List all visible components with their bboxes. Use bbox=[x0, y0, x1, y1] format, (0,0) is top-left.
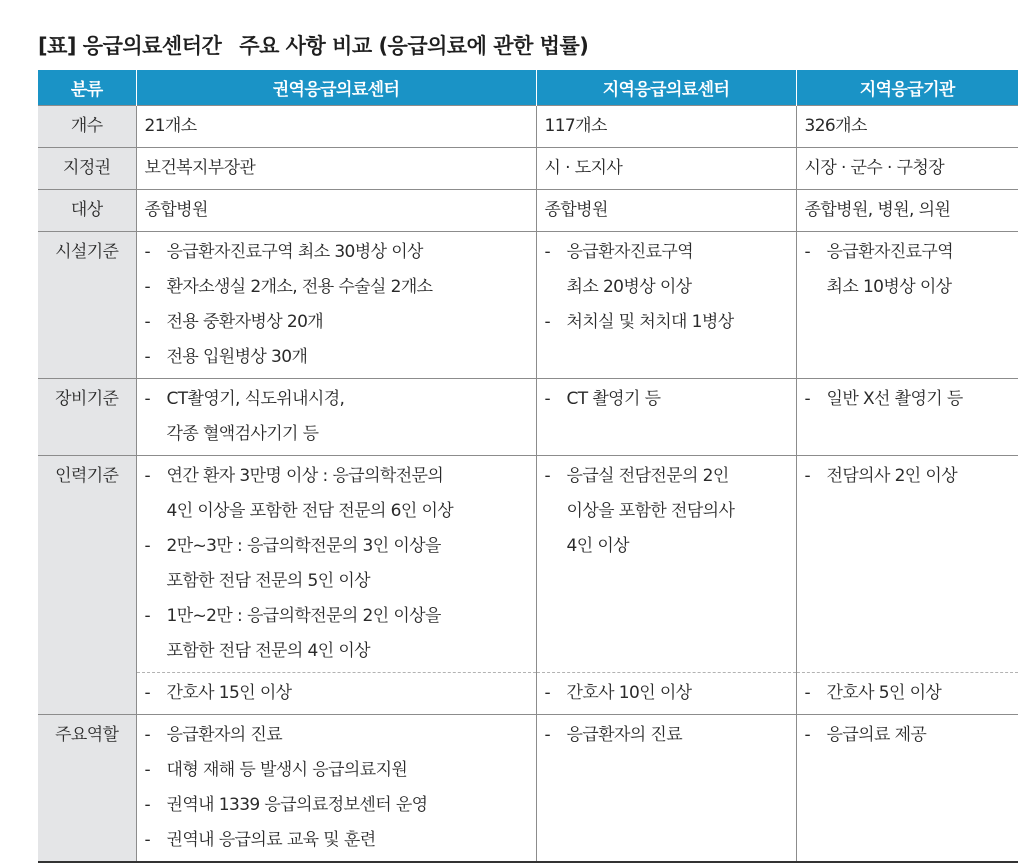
bullet-line: 응급의료 제공 bbox=[826, 725, 927, 745]
cell bbox=[136, 715, 536, 863]
bullet-text bbox=[827, 382, 1011, 417]
table-caption bbox=[38, 30, 588, 60]
bullet-line: 응급실 전담전문의 2인 bbox=[566, 466, 729, 486]
bullet-text bbox=[567, 382, 788, 417]
bullet-line: 간호사 5인 이상 bbox=[826, 683, 942, 703]
header-local-institution: 지역응급기관 bbox=[796, 70, 1018, 106]
bullet-mark: - bbox=[544, 242, 551, 262]
row-staffing bbox=[38, 456, 1018, 673]
cell: 종합병원 bbox=[136, 190, 536, 232]
bullet-text bbox=[167, 529, 528, 599]
row-staffing-nurses bbox=[38, 673, 1018, 715]
bullet-item bbox=[145, 305, 528, 340]
cell bbox=[136, 232, 536, 379]
bullet-item bbox=[545, 235, 788, 305]
bullet-item bbox=[545, 676, 788, 711]
comparison-table bbox=[38, 70, 1018, 863]
bullet-text bbox=[567, 459, 788, 564]
bullet-line: 최소 20병상 이상 bbox=[566, 277, 692, 297]
cell: 117개소 bbox=[536, 106, 796, 148]
bullet-text bbox=[827, 235, 1011, 305]
bullet-item bbox=[145, 599, 528, 669]
cell: 종합병원 bbox=[536, 190, 796, 232]
bullet-item bbox=[145, 459, 528, 529]
bullet-mark: - bbox=[804, 466, 811, 486]
bullet-mark: - bbox=[544, 312, 551, 332]
bullet-line: 최소 10병상 이상 bbox=[826, 277, 952, 297]
header-local-center: 지역응급의료센터 bbox=[536, 70, 796, 106]
bullet-mark: - bbox=[544, 683, 551, 703]
bullet-item bbox=[145, 753, 528, 788]
cell bbox=[136, 456, 536, 673]
bullet-item bbox=[545, 305, 788, 340]
bullet-line: 권역내 응급의료 교육 및 훈련 bbox=[166, 830, 376, 850]
bullet-line: 포함한 전담 전문의 4인 이상 bbox=[166, 641, 370, 661]
bullet-mark: - bbox=[804, 389, 811, 409]
row-role bbox=[38, 715, 1018, 863]
bullet-mark: - bbox=[144, 760, 151, 780]
bullet-text bbox=[167, 459, 528, 529]
bullet-mark: - bbox=[804, 683, 811, 703]
bullet-line: 4인 이상 bbox=[566, 536, 629, 556]
bullet-text bbox=[167, 340, 528, 375]
bullet-line: 각종 혈액검사기기 등 bbox=[166, 424, 319, 444]
bullet-mark: - bbox=[544, 725, 551, 745]
bullet-text bbox=[167, 788, 528, 823]
row-label: 대상 bbox=[38, 190, 136, 232]
bullet-text bbox=[167, 235, 528, 270]
bullet-line: 간호사 10인 이상 bbox=[566, 683, 692, 703]
bullet-mark: - bbox=[144, 389, 151, 409]
cell: 21개소 bbox=[136, 106, 536, 148]
bullet-mark: - bbox=[544, 466, 551, 486]
bullet-mark: - bbox=[144, 683, 151, 703]
row-designator bbox=[38, 148, 1018, 190]
bullet-text bbox=[827, 459, 1011, 494]
bullet-mark: - bbox=[804, 725, 811, 745]
bullet-mark: - bbox=[144, 536, 151, 556]
bullet-line: CT 촬영기 등 bbox=[566, 389, 661, 409]
cell bbox=[536, 232, 796, 379]
bullet-text bbox=[827, 676, 1011, 711]
bullet-item bbox=[145, 823, 528, 858]
bullet-item bbox=[145, 718, 528, 753]
bullet-item bbox=[805, 718, 1011, 753]
row-target bbox=[38, 190, 1018, 232]
bullet-mark: - bbox=[144, 242, 151, 262]
caption-main: 주요 사항 비교 (응급의료에 관한 법률) bbox=[239, 34, 589, 58]
header-category: 분류 bbox=[38, 70, 136, 106]
bullet-item bbox=[145, 529, 528, 599]
row-label: 지정권 bbox=[38, 148, 136, 190]
cell bbox=[136, 673, 536, 715]
bullet-text bbox=[567, 676, 788, 711]
row-facility bbox=[38, 232, 1018, 379]
bullet-line: 권역내 1339 응급의료정보센터 운영 bbox=[166, 795, 428, 815]
bullet-line: 전용 중환자병상 20개 bbox=[166, 312, 324, 332]
cell bbox=[796, 715, 1018, 863]
row-count bbox=[38, 106, 1018, 148]
bullet-text bbox=[567, 718, 788, 753]
cell bbox=[536, 673, 796, 715]
bullet-line: 전용 입원병상 30개 bbox=[166, 347, 308, 367]
bullet-line: 간호사 15인 이상 bbox=[166, 683, 292, 703]
bullet-mark: - bbox=[144, 466, 151, 486]
bullet-mark: - bbox=[144, 795, 151, 815]
row-label: 장비기준 bbox=[38, 379, 136, 456]
bullet-line: 2만~3만 : 응급의학전문의 3인 이상을 bbox=[166, 536, 441, 556]
bullet-item bbox=[805, 459, 1011, 494]
bullet-line: 포함한 전담 전문의 5인 이상 bbox=[166, 571, 370, 591]
bullet-mark: - bbox=[144, 606, 151, 626]
bullet-line: 전담의사 2인 이상 bbox=[826, 466, 958, 486]
bullet-line: 응급환자진료구역 bbox=[566, 242, 694, 262]
row-label: 인력기준 bbox=[38, 456, 136, 715]
bullet-item bbox=[805, 382, 1011, 417]
header-row bbox=[38, 70, 1018, 106]
caption-prefix: [표] 응급의료센터간 bbox=[38, 34, 222, 58]
bullet-text bbox=[167, 718, 528, 753]
bullet-line: CT촬영기, 식도위내시경, bbox=[166, 389, 345, 409]
cell bbox=[796, 232, 1018, 379]
row-label: 주요역할 bbox=[38, 715, 136, 863]
bullet-item bbox=[145, 788, 528, 823]
bullet-mark: - bbox=[144, 277, 151, 297]
bullet-text bbox=[167, 676, 528, 711]
bullet-mark: - bbox=[144, 830, 151, 850]
bullet-line: 일반 X선 촬영기 등 bbox=[826, 389, 963, 409]
cell: 326개소 bbox=[796, 106, 1018, 148]
bullet-line: 연간 환자 3만명 이상 : 응급의학전문의 bbox=[166, 466, 444, 486]
row-label: 개수 bbox=[38, 106, 136, 148]
bullet-line: 1만~2만 : 응급의학전문의 2인 이상을 bbox=[166, 606, 441, 626]
bullet-mark: - bbox=[144, 725, 151, 745]
bullet-line: 4인 이상을 포함한 전담 전문의 6인 이상 bbox=[166, 501, 454, 521]
bullet-item bbox=[145, 340, 528, 375]
bullet-text bbox=[567, 305, 788, 340]
bullet-mark: - bbox=[144, 347, 151, 367]
bullet-line: 처치실 및 처치대 1병상 bbox=[566, 312, 734, 332]
bullet-text bbox=[827, 718, 1011, 753]
bullet-item bbox=[545, 459, 788, 564]
bullet-text bbox=[567, 235, 788, 305]
bullet-line: 응급환자의 진료 bbox=[566, 725, 683, 745]
bullet-line: 대형 재해 등 발생시 응급의료지원 bbox=[166, 760, 408, 780]
bullet-line: 응급환자진료구역 최소 30병상 이상 bbox=[166, 242, 423, 262]
bullet-item bbox=[145, 235, 528, 270]
header-regional-center: 권역응급의료센터 bbox=[136, 70, 536, 106]
cell bbox=[536, 379, 796, 456]
bullet-item bbox=[805, 235, 1011, 305]
bullet-item bbox=[545, 382, 788, 417]
bullet-line: 환자소생실 2개소, 전용 수술실 2개소 bbox=[166, 277, 433, 297]
cell bbox=[136, 379, 536, 456]
bullet-item bbox=[145, 382, 528, 452]
bullet-text bbox=[167, 270, 528, 305]
bullet-mark: - bbox=[544, 389, 551, 409]
bullet-text bbox=[167, 753, 528, 788]
bullet-text bbox=[167, 382, 528, 452]
bullet-line: 응급환자의 진료 bbox=[166, 725, 283, 745]
bullet-mark: - bbox=[144, 312, 151, 332]
cell bbox=[796, 379, 1018, 456]
cell bbox=[536, 456, 796, 673]
cell: 종합병원, 병원, 의원 bbox=[796, 190, 1018, 232]
cell bbox=[796, 673, 1018, 715]
cell: 보건복지부장관 bbox=[136, 148, 536, 190]
bullet-item bbox=[805, 676, 1011, 711]
row-label: 시설기준 bbox=[38, 232, 136, 379]
bullet-mark: - bbox=[804, 242, 811, 262]
bullet-text bbox=[167, 823, 528, 858]
bullet-item bbox=[145, 270, 528, 305]
cell bbox=[796, 456, 1018, 673]
cell bbox=[536, 715, 796, 863]
cell: 시장 · 군수 · 구청장 bbox=[796, 148, 1018, 190]
bullet-text bbox=[167, 599, 528, 669]
cell: 시 · 도지사 bbox=[536, 148, 796, 190]
bullet-line: 이상을 포함한 전담의사 bbox=[566, 501, 735, 521]
bullet-item bbox=[145, 676, 528, 711]
bullet-item bbox=[545, 718, 788, 753]
bullet-text bbox=[167, 305, 528, 340]
row-equipment bbox=[38, 379, 1018, 456]
bullet-line: 응급환자진료구역 bbox=[826, 242, 954, 262]
